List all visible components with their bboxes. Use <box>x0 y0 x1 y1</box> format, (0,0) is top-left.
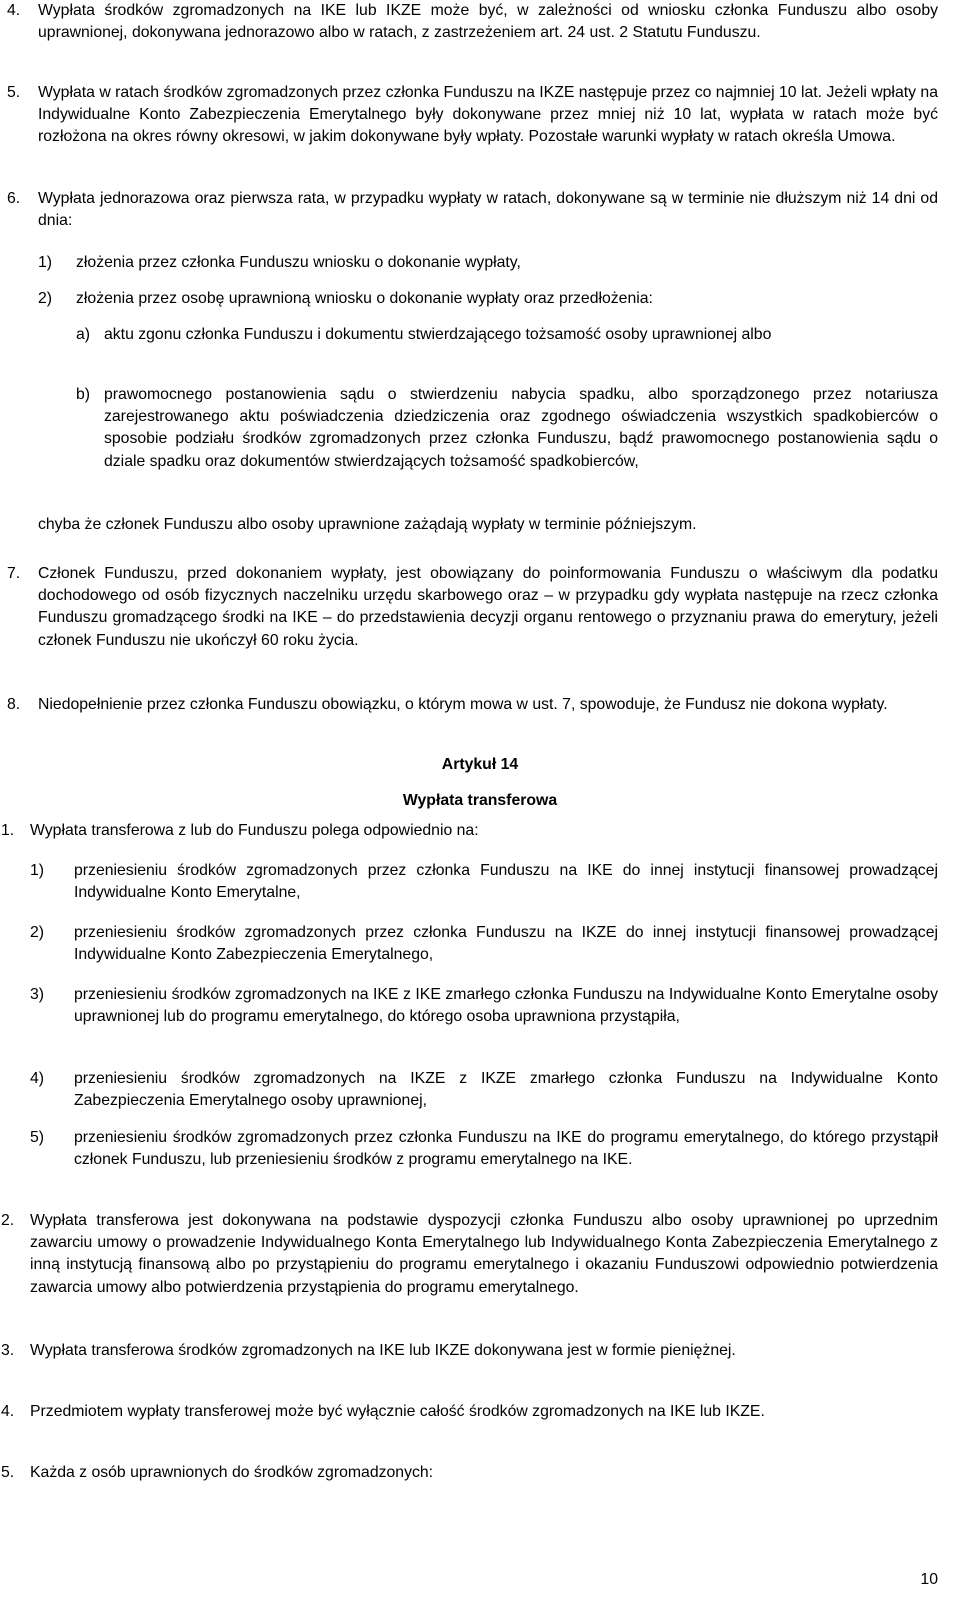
paragraph-number: 3. <box>1 1342 15 1359</box>
subitem-text: przeniesieniu środków zgromadzonych na IKZE z IKZE zmarłego członka Funduszu na Indywidualne Konto Zabezpieczenia Emerytalnego osoby uprawnionej, <box>74 1070 938 1110</box>
paragraph-text: chyba że członek Funduszu albo osoby uprawnione zażądają wypłaty w terminie późniejszym. <box>38 516 697 533</box>
paragraph-text: Niedopełnienie przez członka Funduszu obowiązku, o którym mowa w ust. 7, spowoduje, że Fundusz nie dokona wypłaty. <box>38 696 888 713</box>
paragraph-number: 5. <box>7 84 21 101</box>
letter-marker: a) <box>76 326 91 343</box>
subitem-number: 3) <box>30 986 45 1003</box>
subitem-number: 2) <box>30 924 45 941</box>
subitem-number: 2) <box>38 290 53 307</box>
page-number: 10 <box>920 1571 938 1588</box>
paragraph-number: 1. <box>1 822 15 839</box>
paragraph-text: Wypłata transferowa jest dokonywana na podstawie dyspozycji członka Funduszu albo osoby uprawnionej po uprzednim zawarciu umowy o prowadzenie Indywidualnego Konta Emerytalnego lub Indywidualnego Konta Zabezpieczenia Emerytalnego z inną instytucją finansową albo po przystąpieniu do programu emerytalnego i okazaniu Funduszowi odpowiednio potwierdzenia zawarcia umowy albo potwierdzenia przystąpienia do programu emerytalnego. <box>30 1212 938 1296</box>
paragraph-text: Wypłata środków zgromadzonych na IKE lub IKZE może być, w zależności od wniosku członka Funduszu albo osoby uprawnionej, dokonywana jednorazowo albo w ratach, z zastrzeżeniem art. 24 ust. 2 Statutu Funduszu. <box>38 2 938 42</box>
paragraph-text: Wypłata transferowa środków zgromadzonych na IKE lub IKZE dokonywana jest w formie pieniężnej. <box>30 1342 736 1359</box>
paragraph-number: 5. <box>1 1464 15 1481</box>
article-title: Wypłata transferowa <box>402 792 558 809</box>
paragraph-text: Każda z osób uprawnionych do środków zgromadzonych: <box>30 1464 434 1481</box>
paragraph-number: 8. <box>7 696 21 713</box>
paragraph-text: Wypłata w ratach środków zgromadzonych przez członka Funduszu na IKZE następuje przez co najmniej 10 lat. Jeżeli wpłaty na Indywidualne Konto Zabezpieczenia Emerytalnego były dokonywane przez mniej niż 10 lat, wypłata w ratach może być rozłożona na okres równy okresowi, w jakim dokonywane były wpłaty. Pozostałe warunki wypłaty w ratach określa Umowa. <box>38 84 938 146</box>
paragraph-number: 6. <box>7 190 21 207</box>
paragraph-number: 4. <box>1 1403 15 1420</box>
paragraph-text: Przedmiotem wypłaty transferowej może być wyłącznie całość środków zgromadzonych na IKE lub IKZE. <box>30 1403 765 1420</box>
subitem-number: 1) <box>38 254 53 271</box>
letter-item-text: aktu zgonu członka Funduszu i dokumentu stwierdzającego tożsamość osoby uprawnionej albo <box>104 326 772 343</box>
paragraph-number: 2. <box>1 1212 15 1229</box>
subitem-number: 5) <box>30 1129 45 1146</box>
subitem-text: przeniesieniu środków zgromadzonych przez członka Funduszu na IKE do programu emerytalnego, do którego przystąpił członek Funduszu, lub przeniesieniu środków z programu emerytalnego na IKE. <box>74 1129 938 1169</box>
subitem-number: 4) <box>30 1070 45 1087</box>
letter-marker: b) <box>76 386 91 403</box>
subitem-text: złożenia przez członka Funduszu wniosku o dokonanie wypłaty, <box>76 254 521 271</box>
letter-item-text: prawomocnego postanowienia sądu o stwierdzeniu nabycia spadku, albo sporządzonego przez notariusza zarejestrowanego aktu poświadczenia dziedziczenia oraz zgodnego oświadczenia wszystkich spadkobierców o sposobie podziału środków zgromadzonych przez członka Funduszu, bądź prawomocnego postanowienia sądu o dziale spadku oraz dokumentów stwierdzających tożsamość spadkobierców, <box>104 386 938 470</box>
paragraph-number: 4. <box>7 2 21 19</box>
subitem-text: przeniesieniu środków zgromadzonych przez członka Funduszu na IKE do innej instytucji finansowej prowadzącej Indywidualne Konto Emerytalne, <box>74 862 938 902</box>
subitem-text: przeniesieniu środków zgromadzonych na IKE z IKE zmarłego członka Funduszu na Indywidualne Konto Emerytalne osoby uprawnionej lub do programu emerytalnego, do którego osoba uprawniona przystąpiła, <box>74 986 938 1026</box>
paragraph-text: Członek Funduszu, przed dokonaniem wypłaty, jest obowiązany do poinformowania Funduszu o właściwym dla podatku dochodowego od osób fizycznych naczelniku urzędu skarbowego oraz – w przypadku gdy wypłata następuje na rzecz członka Funduszu gromadzącego środki na IKE – do przedstawienia decyzji organu rentowego o przyznaniu prawa do emerytury, jeżeli członek Funduszu nie ukończył 60 roku życia. <box>38 565 938 649</box>
subitem-text: przeniesieniu środków zgromadzonych przez członka Funduszu na IKZE do innej instytucji finansowej prowadzącej Indywidualne Konto Zabezpieczenia Emerytalnego, <box>74 924 938 964</box>
paragraph-text: Wypłata jednorazowa oraz pierwsza rata, w przypadku wypłaty w ratach, dokonywane są w terminie nie dłuższym niż 14 dni od dnia: <box>38 190 938 230</box>
paragraph-number: 7. <box>7 565 21 582</box>
article-number: Artykuł 14 <box>441 756 519 773</box>
subitem-text: złożenia przez osobę uprawnioną wniosku o dokonanie wypłaty oraz przedłożenia: <box>76 290 653 307</box>
paragraph-text: Wypłata transferowa z lub do Funduszu polega odpowiednio na: <box>30 822 479 839</box>
subitem-number: 1) <box>30 862 45 879</box>
